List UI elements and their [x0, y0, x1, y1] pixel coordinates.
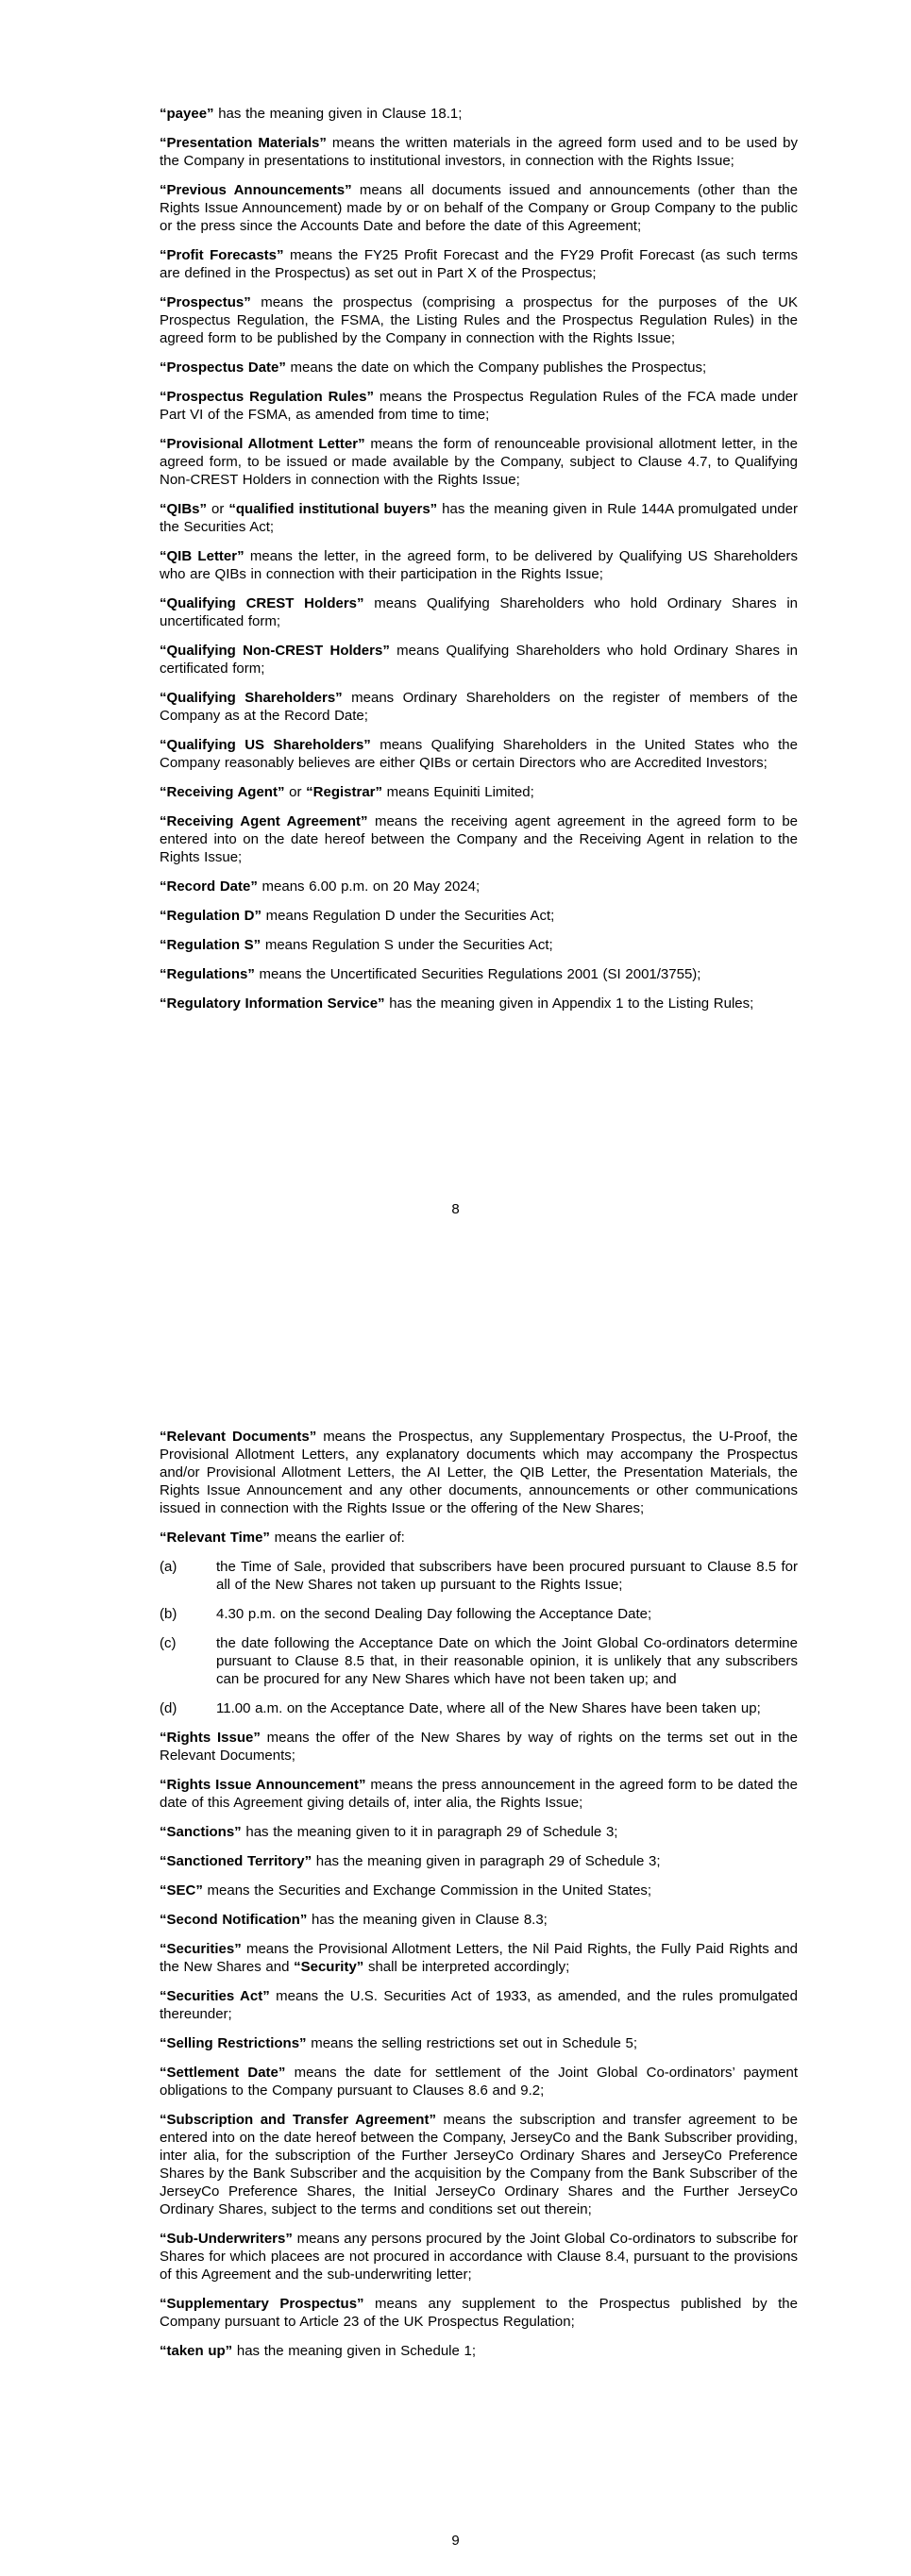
definition-paragraph	[160, 936, 798, 954]
definition-paragraph	[160, 181, 798, 235]
definition-text: has the meaning given to it in paragraph 29 of Schedule 3;	[241, 1824, 618, 1840]
definition-paragraph	[160, 2111, 798, 2218]
defined-term: “Regulations”	[160, 966, 255, 982]
definition-sub-item	[160, 1558, 798, 1594]
defined-term: “Provisional Allotment Letter”	[160, 436, 365, 452]
defined-term: “Selling Restrictions”	[160, 2035, 307, 2051]
definition-text: means any supplement to the Prospectus published by the Company pursuant to Article 23 of the UK Prospectus Regulation;	[160, 2296, 798, 2330]
definition-paragraph	[160, 1911, 798, 1929]
definition-text: has the meaning given in Appendix 1 to the Listing Rules;	[384, 995, 754, 1012]
definition-text: means the Prospectus Regulation Rules of the FCA made under Part VI of the FSMA, as amended from time to time;	[160, 389, 798, 423]
definition-paragraph	[160, 689, 798, 725]
sub-item-label: (c)	[160, 1635, 177, 1651]
defined-term: “Relevant Documents”	[160, 1429, 317, 1445]
definition-paragraph	[160, 293, 798, 347]
definition-text: means the Uncertificated Securities Regulations 2001 (SI 2001/3755);	[254, 966, 701, 982]
defined-term: “Regulation S”	[160, 937, 261, 953]
definition-text: the date following the Acceptance Date on which the Joint Global Co-ordinators determine pursuant to Clause 8.5 that, in their reasonable opinion, it is unlikely that any subscribers can be procured for any New Shares which have not been taken up; and	[216, 1635, 798, 1687]
definition-text: 11.00 a.m. on the Acceptance Date, where all of the New Shares have been taken up;	[216, 1700, 761, 1716]
definition-text: means the Securities and Exchange Commission in the United States;	[202, 1882, 652, 1899]
definition-paragraph	[160, 105, 798, 123]
defined-term: “Relevant Time”	[160, 1530, 270, 1546]
defined-term: “Securities”	[160, 1941, 242, 1957]
definition-paragraph	[160, 594, 798, 630]
definition-paragraph	[160, 812, 798, 866]
definition-text: means any persons procured by the Joint Global Co-ordinators to subscribe for Shares for which placees are not procured in accordance with Clause 8.4, pursuant to the provisions of this Agreement and the sub-underwriting letter;	[160, 2231, 798, 2283]
definition-text: means the form of renounceable provisional allotment letter, in the agreed form, to be issued or made available by the Company, subject to Clause 4.7, to Qualifying Non-CREST Holders in connection with the Rights Issue;	[160, 436, 798, 488]
defined-term: “Settlement Date”	[160, 2065, 286, 2081]
definition-paragraph	[160, 1987, 798, 2023]
defined-term: “Profit Forecasts”	[160, 247, 284, 263]
definition-paragraph	[160, 878, 798, 895]
definition-paragraph	[160, 547, 798, 583]
definition-paragraph	[160, 2034, 798, 2052]
definition-text: shall be interpreted accordingly;	[363, 1959, 570, 1975]
sub-item-label: (b)	[160, 1606, 177, 1622]
definition-text: means the earlier of:	[269, 1530, 405, 1546]
defined-term: “Sub-Underwriters”	[160, 2231, 293, 2247]
defined-term: “Qualifying Shareholders”	[160, 690, 343, 706]
defined-term: “Receiving Agent Agreement”	[160, 813, 368, 829]
defined-term: “QIB Letter”	[160, 548, 245, 564]
page-8-footer	[0, 1200, 911, 1218]
defined-term: “payee”	[160, 106, 214, 122]
definition-text: has the meaning given in Rule 144A promulgated under the Securities Act;	[160, 501, 799, 535]
defined-term: “Record Date”	[160, 878, 258, 895]
definition-paragraph	[160, 783, 798, 801]
defined-term: “Subscription and Transfer Agreement”	[160, 2112, 436, 2128]
definition-text: 4.30 p.m. on the second Dealing Day following the Acceptance Date;	[216, 1606, 652, 1622]
defined-term: “taken up”	[160, 2343, 233, 2359]
definition-paragraph	[160, 388, 798, 424]
defined-term: “SEC”	[160, 1882, 203, 1899]
definition-sub-item	[160, 1699, 798, 1717]
page-9-body	[160, 1288, 798, 2371]
defined-term: “Regulation D”	[160, 908, 261, 924]
definition-paragraph	[160, 1529, 798, 1547]
definition-text: means the written materials in the agreed form used and to be used by the Company in presentations to institutional investors, in connection with the Rights Issue;	[160, 135, 798, 169]
defined-term: “Prospectus Regulation Rules”	[160, 389, 374, 405]
defined-term: “Qualifying US Shareholders”	[160, 737, 371, 753]
definition-text: means all documents issued and announcements (other than the Rights Issue Announcement) made by or on behalf of the Company or Group Company to the public or the press since the Accounts Date and before the date of this Agreement;	[160, 182, 798, 234]
page-number: 9	[451, 2533, 460, 2549]
page-8-body	[160, 0, 798, 1024]
definition-text: means Regulation D under the Securities Act;	[261, 908, 555, 924]
defined-term: “QIBs”	[160, 501, 208, 517]
definition-text: means the FY25 Profit Forecast and the FY29 Profit Forecast (as such terms are defined in the Prospectus) as set out in Part X of the Prospectus;	[160, 247, 798, 281]
definition-paragraph	[160, 995, 798, 1012]
definition-text: means Qualifying Shareholders who hold Ordinary Shares in uncertificated form;	[160, 595, 798, 629]
definition-text: means the receiving agent agreement in the agreed form to be entered into on the date hereof between the Company and the Receiving Agent in relation to the Rights Issue;	[160, 813, 799, 865]
definition-paragraph	[160, 1823, 798, 1841]
definition-paragraph	[160, 500, 798, 536]
defined-term: “Previous Announcements”	[160, 182, 352, 198]
page-9-footer	[0, 2532, 911, 2550]
definition-paragraph	[160, 2295, 798, 2331]
defined-term: “Second Notification”	[160, 1912, 308, 1928]
definition-text: means the date on which the Company publishes the Prospectus;	[285, 360, 707, 376]
definition-text: has the meaning given in Schedule 1;	[232, 2343, 477, 2359]
document-page-9	[0, 1288, 911, 2576]
definition-paragraph	[160, 2064, 798, 2099]
sub-item-label: (d)	[160, 1700, 177, 1716]
defined-term: “Supplementary Prospectus”	[160, 2296, 364, 2312]
defined-term: “Qualifying CREST Holders”	[160, 595, 364, 611]
definition-text: means the date for settlement of the Joint Global Co-ordinators’ payment obligations to the Company pursuant to Clauses 8.6 and 9.2;	[160, 2065, 798, 2099]
defined-term: “Receiving Agent”	[160, 784, 285, 800]
definition-paragraph	[160, 1729, 798, 1765]
definition-paragraph	[160, 2230, 798, 2283]
definition-text: means Qualifying Shareholders who hold Ordinary Shares in certificated form;	[160, 643, 799, 677]
definition-paragraph	[160, 1776, 798, 1812]
defined-term: “Prospectus Date”	[160, 360, 286, 376]
definition-paragraph	[160, 1940, 798, 1976]
defined-term: “qualified institutional buyers”	[228, 501, 438, 517]
defined-term: “Rights Issue Announcement”	[160, 1777, 366, 1793]
defined-term: “Rights Issue”	[160, 1730, 261, 1746]
defined-term: “Regulatory Information Service”	[160, 995, 385, 1012]
definition-text: means Ordinary Shareholders on the register of members of the Company as at the Record Date;	[160, 690, 799, 724]
definition-text: the Time of Sale, provided that subscribers have been procured pursuant to Clause 8.5 for all of the New Shares not taken up pursuant to the Rights Issue;	[216, 1559, 798, 1593]
definition-text: means the Prospectus, any Supplementary Prospectus, the U-Proof, the Provisional Allotment Letters, any explanatory documents which may accompany the Prospectus and/or Provisional Allotment Letters, the AI Letter, the QIB Letter, the Presentation Materials, the Rights Issue Announcement and any other documents, announcements or other communications issued in connection with the Rights Issue or the offering of the New Shares;	[160, 1429, 799, 1516]
definition-text: means the letter, in the agreed form, to be delivered by Qualifying US Shareholders who are QIBs in connection with their participation in the Rights Issue;	[160, 548, 799, 582]
definition-paragraph	[160, 359, 798, 376]
defined-term: “Qualifying Non-CREST Holders”	[160, 643, 390, 659]
defined-term: “Registrar”	[306, 784, 383, 800]
definition-paragraph	[160, 642, 798, 677]
definition-text: means the Provisional Allotment Letters, the Nil Paid Rights, the Fully Paid Rights and the New Shares and	[160, 1941, 798, 1975]
definition-text: means the offer of the New Shares by way of rights on the terms set out in the Relevant Documents;	[160, 1730, 798, 1764]
definition-paragraph	[160, 1428, 798, 1517]
defined-term: “Presentation Materials”	[160, 135, 327, 151]
definition-text: means Equiniti Limited;	[382, 784, 534, 800]
defined-term: “Security”	[294, 1959, 364, 1975]
definition-sub-item	[160, 1605, 798, 1623]
definition-text: means the selling restrictions set out in Schedule 5;	[306, 2035, 638, 2051]
definition-text: means Qualifying Shareholders in the United States who the Company reasonably believes are either QIBs or certain Directors who are Accredited Investors;	[160, 737, 798, 771]
defined-term: “Sanctioned Territory”	[160, 1853, 312, 1869]
sub-item-label: (a)	[160, 1559, 177, 1575]
definition-text: has the meaning given in Clause 8.3;	[307, 1912, 548, 1928]
definition-sub-item	[160, 1634, 798, 1688]
definition-paragraph	[160, 736, 798, 772]
definition-paragraph	[160, 2342, 798, 2360]
definition-text: means the prospectus (comprising a prospectus for the purposes of the UK Prospectus Regulation, the FSMA, the Listing Rules and the Prospectus Regulation Rules) in the agreed form to be published by the Company in connection with the Rights Issue;	[160, 294, 798, 346]
definition-paragraph	[160, 907, 798, 925]
defined-term: “Sanctions”	[160, 1824, 242, 1840]
definition-text: or	[207, 501, 229, 517]
definition-paragraph	[160, 134, 798, 170]
defined-term: “Prospectus”	[160, 294, 251, 310]
definition-paragraph	[160, 435, 798, 489]
definition-paragraph	[160, 965, 798, 983]
definition-text: means the U.S. Securities Act of 1933, as amended, and the rules promulgated thereunder;	[160, 1988, 798, 2022]
definition-text: has the meaning given in Clause 18.1;	[213, 106, 463, 122]
definition-text: or	[284, 784, 307, 800]
definition-text: has the meaning given in paragraph 29 of Schedule 3;	[312, 1853, 661, 1869]
definition-text: means the press announcement in the agreed form to be dated the date of this Agreement giving details of, inter alia, the Rights Issue;	[160, 1777, 798, 1811]
definition-paragraph	[160, 246, 798, 282]
definition-text: means Regulation S under the Securities Act;	[261, 937, 553, 953]
defined-term: “Securities Act”	[160, 1988, 270, 2004]
page-number: 8	[451, 1201, 460, 1217]
definition-text: means 6.00 p.m. on 20 May 2024;	[257, 878, 481, 895]
definition-paragraph	[160, 1852, 798, 1870]
definition-text: means the subscription and transfer agreement to be entered into on the date hereof between the Company, JerseyCo and the Bank Subscriber providing, inter alia, for the subscription of the Further JerseyCo Ordinary Shares and JerseyCo Preference Shares by the Bank Subscriber and the acquisition by the Company from the Bank Subscriber of the JerseyCo Preference Shares, the Initial JerseyCo Ordinary Shares and the Further JerseyCo Ordinary Shares, subject to the terms and conditions set out therein;	[160, 2112, 798, 2217]
definition-paragraph	[160, 1882, 798, 1899]
